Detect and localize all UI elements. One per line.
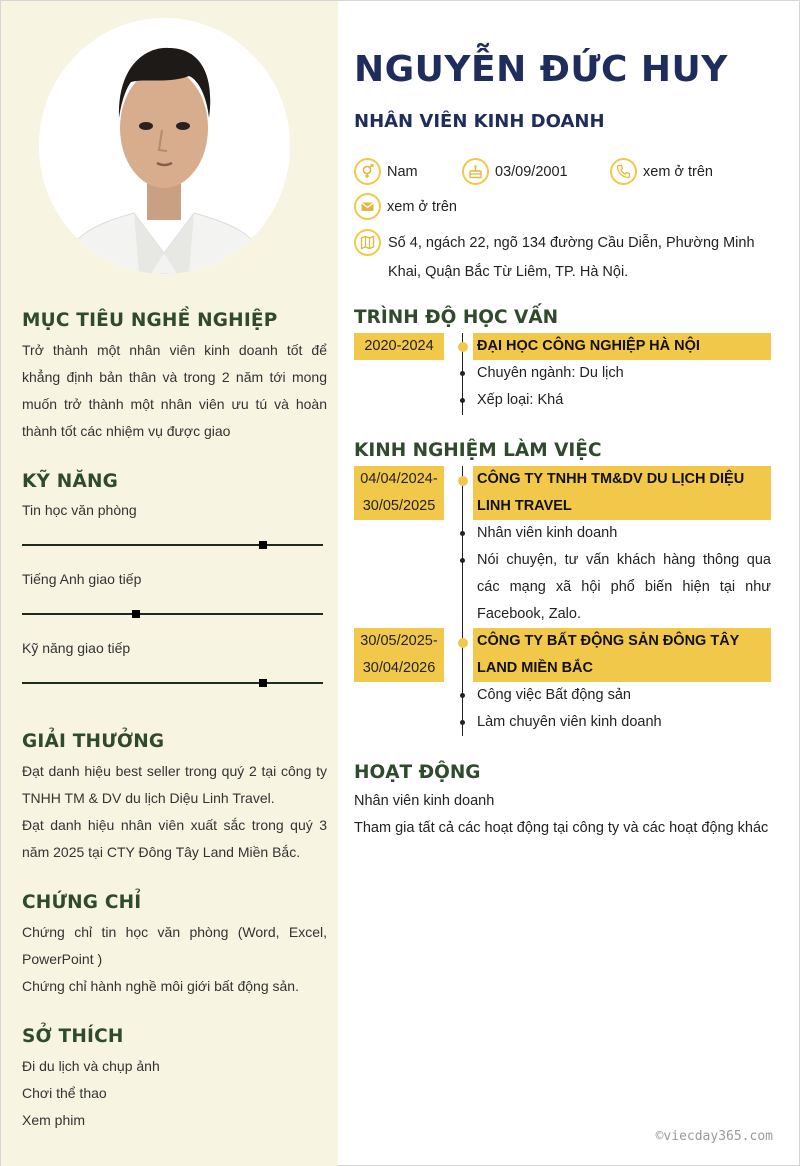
job-title: NHÂN VIÊN KINH DOANH (354, 111, 605, 132)
phone-value: xem ở trên (643, 163, 713, 180)
job-timeline-dot (458, 476, 468, 486)
objective-text: Trở thành một nhân viên kinh doanh tốt để khẳng định bản thân và trong 2 năm tới mong muốn trở thành một nhân viên ưu tú và hoàn thành tốt các nhiệm vụ được giao (22, 342, 327, 439)
birthday-info (462, 158, 568, 185)
job-date-start: 30/05/2025- (360, 633, 438, 649)
skill-level-marker (259, 541, 267, 549)
email-info (354, 193, 457, 220)
hobby-item: Chơi thể thao (22, 1085, 107, 1101)
hobby-item: Xem phim (22, 1112, 86, 1128)
skill-level-marker (259, 679, 267, 687)
skill-bar (22, 544, 323, 546)
job-date (354, 466, 444, 520)
certificate-item: Chứng chỉ hành nghề môi giới bất động sản. (22, 978, 299, 994)
skill-name: Kỹ năng giao tiếp (22, 640, 131, 656)
job-detail: Làm chuyên viên kinh doanh (477, 714, 662, 730)
hobby-item: Đi du lịch và chụp ảnh (22, 1058, 160, 1074)
profile-photo (39, 18, 290, 274)
bullet-dot (460, 531, 465, 536)
activity-item: Tham gia tất cả các hoạt động tại công ty và các hoạt động khác (354, 820, 769, 836)
address-info (354, 229, 789, 287)
job-company: CÔNG TY BẤT ĐỘNG SẢN ĐÔNG TÂY LAND MIỀN BẮC (473, 628, 771, 682)
job-timeline-dot (458, 638, 468, 648)
skills-title: KỸ NĂNG (22, 471, 119, 492)
bullet-dot (460, 720, 465, 725)
job-detail: Công việc Bất động sản (477, 687, 631, 703)
certificates-title: CHỨNG CHỈ (22, 892, 142, 913)
job-date-start: 04/04/2024- (360, 471, 438, 487)
job-date-end: 30/05/2025 (362, 498, 436, 514)
skill-item (22, 567, 327, 636)
job-company: CÔNG TY TNHH TM&DV DU LỊCH DIỆU LINH TRAVEL (473, 466, 771, 520)
sidebar (1, 1, 338, 1166)
education-detail: Chuyên ngành: Du lịch (477, 365, 624, 381)
job-date-end: 30/04/2026 (362, 660, 436, 676)
skill-bar (22, 682, 323, 684)
hobbies-title: SỞ THÍCH (22, 1026, 124, 1047)
award-item: Đạt danh hiệu best seller trong quý 2 tại công ty TNHH TM & DV du lịch Diệu Linh Travel. (22, 763, 327, 806)
cake-icon (462, 158, 489, 185)
main-content (338, 1, 800, 1166)
gender-icon (354, 158, 381, 185)
job-date (354, 628, 444, 682)
hobbies-section (22, 1026, 327, 1134)
objective-title: MỤC TIÊU NGHỀ NGHIỆP (22, 310, 278, 331)
education-detail: Xếp loại: Khá (477, 392, 564, 408)
map-icon (354, 229, 381, 256)
experience-title: KINH NGHIỆM LÀM VIỆC (354, 440, 602, 461)
email-value: xem ở trên (387, 198, 457, 215)
bullet-dot (460, 371, 465, 376)
activity-item: Nhân viên kinh doanh (354, 793, 495, 809)
certificate-item: Chứng chỉ tin học văn phòng (Word, Excel, PowerPoint ) (22, 924, 327, 967)
activities-title: HOẠT ĐỘNG (354, 762, 481, 783)
education-title: TRÌNH ĐỘ HỌC VẤN (354, 307, 559, 328)
skill-item (22, 498, 327, 567)
phone-info (610, 158, 713, 185)
skill-bar (22, 613, 323, 615)
awards-title: GIẢI THƯỞNG (22, 731, 165, 752)
education-date: 2020-2024 (354, 333, 444, 360)
bullet-dot (460, 398, 465, 403)
birthday-value: 03/09/2001 (495, 163, 568, 180)
watermark: ©viecday365.com (655, 1129, 773, 1144)
gender-info (354, 158, 418, 185)
job-detail: Nhân viên kinh doanh (477, 525, 618, 541)
gender-value: Nam (387, 163, 418, 180)
phone-icon (610, 158, 637, 185)
job-detail: Nói chuyện, tư vấn khách hàng thông qua các mạng xã hội phổ biến hiện tại như Facebook, Zalo. (477, 552, 771, 622)
bullet-dot (460, 693, 465, 698)
education-timeline-dot (458, 342, 468, 352)
award-item: Đạt danh hiệu nhân viên xuất sắc trong quý 3 năm 2025 tại CTY Đông Tây Land Miền Bắc. (22, 817, 327, 860)
candidate-name: NGUYỄN ĐỨC HUY (354, 49, 728, 90)
skill-name: Tin học văn phòng (22, 502, 137, 518)
skill-item (22, 636, 327, 705)
address-value: Số 4, ngách 22, ngõ 134 đường Cầu Diễn, Phường Minh Khai, Quận Bắc Từ Liêm, TP. Hà Nội. (388, 235, 755, 280)
skills-section (22, 471, 327, 705)
certificates-section (22, 892, 327, 1000)
awards-section (22, 731, 327, 866)
bullet-dot (460, 558, 465, 563)
skill-name: Tiếng Anh giao tiếp (22, 571, 142, 587)
education-school: ĐẠI HỌC CÔNG NGHIỆP HÀ NỘI (473, 333, 771, 360)
skill-level-marker (132, 610, 140, 618)
mail-icon (354, 193, 381, 220)
objective-section (22, 310, 327, 445)
